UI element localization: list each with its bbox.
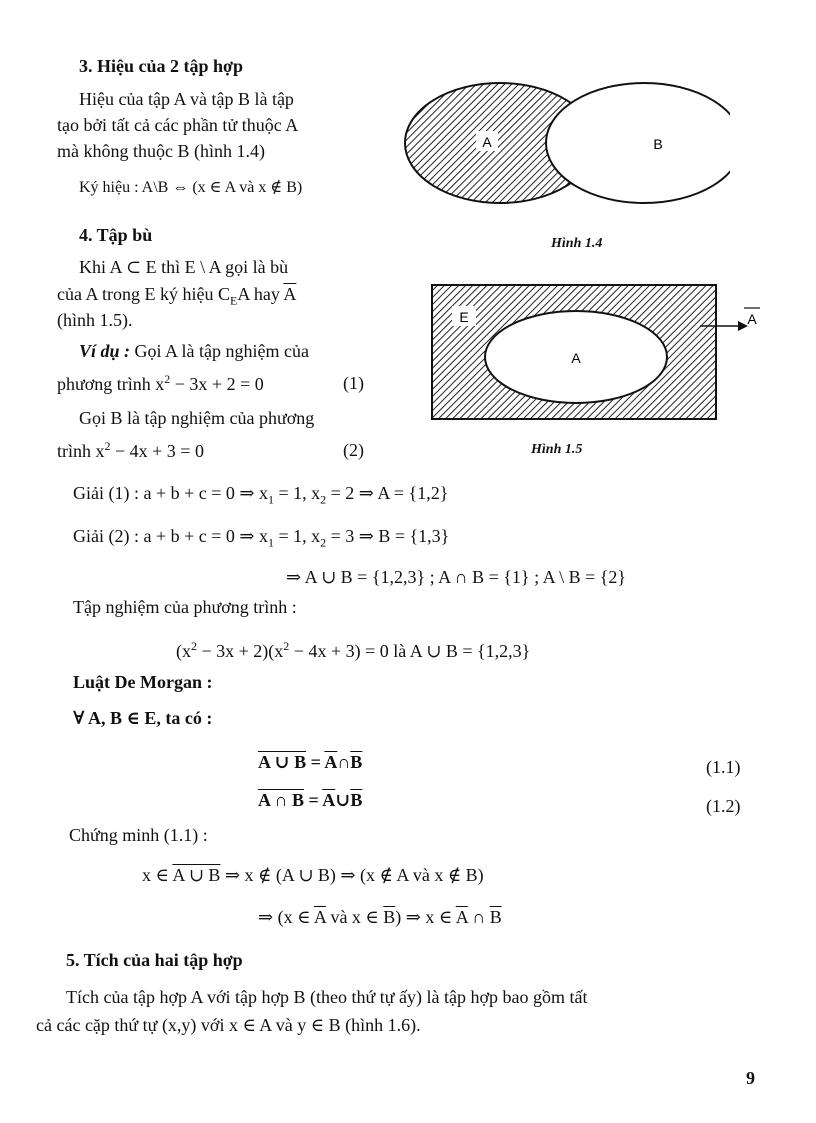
set-e-label: E bbox=[459, 309, 469, 325]
sec4-line-3: (hình 1.5). bbox=[57, 310, 133, 330]
solve-4: Tập nghiệm của phương trình : bbox=[73, 597, 297, 617]
sec3-notation: Ký hiệu : A\B ⇔ (x ∈ A và x ∉ B) bbox=[79, 179, 303, 196]
equation-2-intro: Gọi B là tập nghiệm của phương bbox=[79, 408, 315, 428]
section-4-heading: 4. Tập bù bbox=[79, 225, 153, 245]
sec4-line-1: Khi A ⊂ E thì E \ A gọi là bù bbox=[79, 257, 289, 277]
page-number: 9 bbox=[746, 1068, 755, 1088]
formula-1-2-number: (1.2) bbox=[706, 796, 741, 816]
venn-diagram-figure-1-4 bbox=[400, 75, 730, 235]
section-5-heading: 5. Tích của hai tập hợp bbox=[66, 950, 243, 970]
figure-1-4-caption: Hình 1.4 bbox=[551, 236, 603, 251]
solve-1: Giải (1) : a + b + c = 0 ⇒ $x_1 = 1$, $x_2 = 2$ ⇒ A = {1,2} bbox=[73, 483, 449, 507]
complement-label: A bbox=[747, 311, 757, 327]
sec3-line-2: tạo bởi tất cả các phần tử thuộc A bbox=[57, 115, 299, 135]
set-a-label: A bbox=[571, 350, 581, 366]
formula-1-1-number: (1.1) bbox=[706, 757, 741, 777]
sec3-line-1: Hiệu của tập A và tập B là tập bbox=[79, 89, 294, 109]
formula-1-2: A ∩ $B = \overline{A}\cup\overline{B}$ bbox=[258, 790, 363, 810]
solve-3: ⇒ A ∪ B = {1,2,3} ; A ∩ B = {1} ; A \ B = {2} bbox=[286, 567, 627, 587]
solve-5: $(x^2 - 3x + 2)(x^2 - 4x + 3) = 0$ là A ∪ B = {1,2,3} bbox=[176, 639, 531, 661]
demorgan-forall: ∀ A, B ∈ E, ta có : bbox=[73, 708, 213, 728]
equation-2-number: (2) bbox=[343, 440, 364, 460]
sec5-line-1: Tích của tập hợp A với tập hợp B (theo thứ tự ấy) là tập hợp bao gồm tất bbox=[66, 987, 588, 1007]
demorgan-heading: Luật De Morgan : bbox=[73, 672, 213, 692]
equation-1: phương trình $x^2 - 3x + 2 = 0$ bbox=[57, 372, 264, 394]
set-a-label: A bbox=[482, 134, 492, 150]
sec3-line-3: mà không thuộc B (hình 1.4) bbox=[57, 141, 265, 161]
example-line: Ví dụ : Gọi A là tập nghiệm của bbox=[79, 341, 309, 361]
complement-symbol: $\overline{A}$ bbox=[283, 284, 297, 304]
proof-line-2: ⇒ (x ∈ $\overline{A}$ và x ∈ $\overline{B}$) ⇒ x ∈ $\overline{A}$ ∩ $\overline{B}$ bbox=[258, 907, 502, 927]
solve-2: Giải (2) : a + b + c = 0 ⇒ $x_1 = 1$, $x_2 = 3$ ⇒ B = {1,3} bbox=[73, 526, 450, 550]
section-3-heading: 3. Hiệu của 2 tập hợp bbox=[79, 56, 243, 76]
formula-1-1: A ∪ $B = \overline{A}\cap\overline{B}$ bbox=[258, 752, 363, 772]
complement-diagram-figure-1-5 bbox=[428, 280, 768, 425]
proof-title: Chứng minh (1.1) : bbox=[69, 825, 208, 845]
equation-2: trình $x^2 - 4x + 3 = 0$ bbox=[57, 439, 204, 461]
figure-1-5-caption: Hình 1.5 bbox=[531, 442, 583, 457]
equation-1-number: (1) bbox=[343, 373, 364, 393]
sec5-line-2: cả các cặp thứ tự (x,y) với x ∈ A và y ∈ B (hình 1.6). bbox=[36, 1015, 421, 1035]
set-b-ellipse bbox=[546, 83, 730, 203]
set-b-label: B bbox=[653, 136, 663, 152]
proof-line-1: x ∈ A ∪ B ⇒ x ∉ (A ∪ B) ⇒ (x ∉ A và x ∉ B) bbox=[142, 865, 484, 885]
sec4-line-2: của A trong E ký hiệu $C_EA$ hay $\overline{A}$ bbox=[57, 284, 297, 308]
